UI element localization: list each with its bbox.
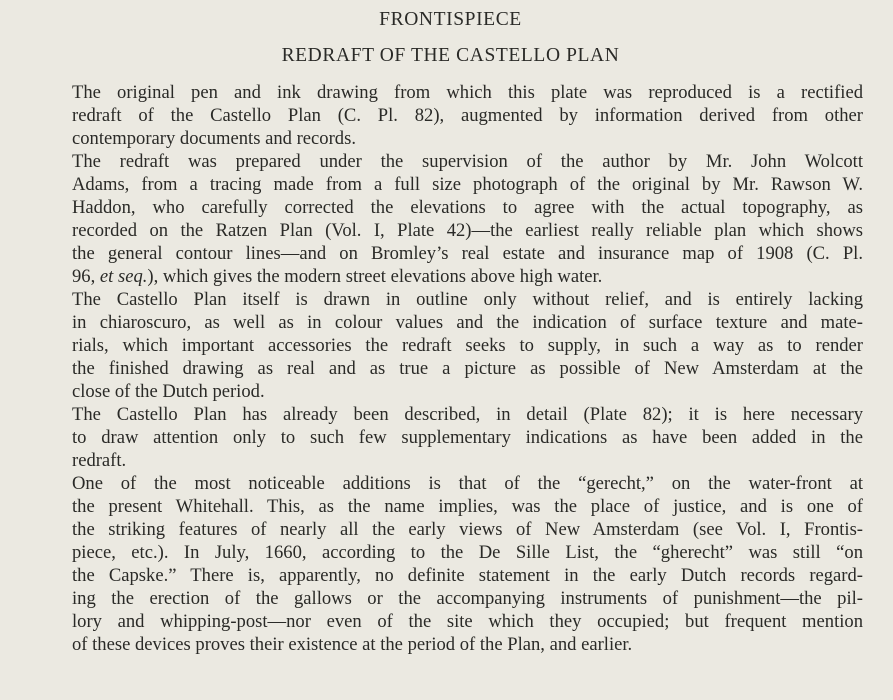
text-line: the striking features of nearly all the early views of New Amsterdam (see Vol. I, Frontis- [72,519,863,540]
text-segment: 96, [72,266,96,287]
page-title: FRONTISPIECE [379,9,522,30]
text-line: contemporary documents and records. [72,128,356,149]
text-line: of these devices proves their existence at the period of the Plan, and earlier. [72,634,633,655]
text-line: The Castello Plan itself is drawn in outline only without relief, and is entirely lacking [72,289,863,310]
text-line: close of the Dutch period. [72,381,265,402]
text-line: redraft of the Castello Plan (C. Pl. 82), augmented by information derived from other [72,105,863,126]
text-line: the present Whitehall. This, as the name implies, was the place of justice, and is one of [72,496,863,517]
text-line: piece, etc.). In July, 1660, according to the De Sille List, the “gherecht” was still “on [72,542,863,563]
text-line: redraft. [72,450,127,471]
text-line [38,265,863,288]
body-text [38,81,863,656]
paragraph-2 [38,150,863,288]
text-line: in chiaroscuro, as well as in colour values and the indication of surface texture and mate- [72,312,863,333]
italic-text: et seq. [99,266,148,287]
text-line: One of the most noticeable additions is that of the “gerecht,” on the water-front at [72,473,863,494]
text-line: rials, which important accessories the redraft seeks to supply, in such a way as to render [72,335,863,356]
text-line: lory and whipping-post—nor even of the site which they occupied; but frequent mention [72,611,863,632]
paragraph-1 [38,81,863,150]
text-line: the general contour lines—and on Bromley’s real estate and insurance map of 1908 (C. Pl. [72,243,863,264]
page-subtitle: REDRAFT OF THE CASTELLO PLAN [281,45,620,66]
text-line: Adams, from a tracing made from a full size photograph of the original by Mr. Rawson W. [72,174,863,195]
text-line: Haddon, who carefully corrected the elevations to agree with the actual topography, as [72,197,863,218]
text-line: ing the erection of the gallows or the accompanying instruments of punishment—the pil- [72,588,863,609]
text-line: to draw attention only to such few supplementary indications as have been added in the [72,427,863,448]
text-line: the finished drawing as real and as true a picture as possible of New Amsterdam at the [72,358,863,379]
text-segment: ), which gives the modern street elevations above high water. [147,266,603,287]
text-line: The redraft was prepared under the supervision of the author by Mr. John Wolcott [72,151,863,172]
paragraph-5 [38,472,863,656]
text-line: The Castello Plan has already been described, in detail (Plate 82); it is here necessary [72,404,863,425]
text-line: recorded on the Ratzen Plan (Vol. I, Plate 42)—the earliest really reliable plan which shows [72,220,863,241]
paragraph-4 [38,403,863,472]
text-line: The original pen and ink drawing from which this plate was reproduced is a rectified [72,82,863,103]
text-line: the Capske.” There is, apparently, no definite statement in the early Dutch records regard- [72,565,863,586]
paragraph-3 [38,288,863,403]
